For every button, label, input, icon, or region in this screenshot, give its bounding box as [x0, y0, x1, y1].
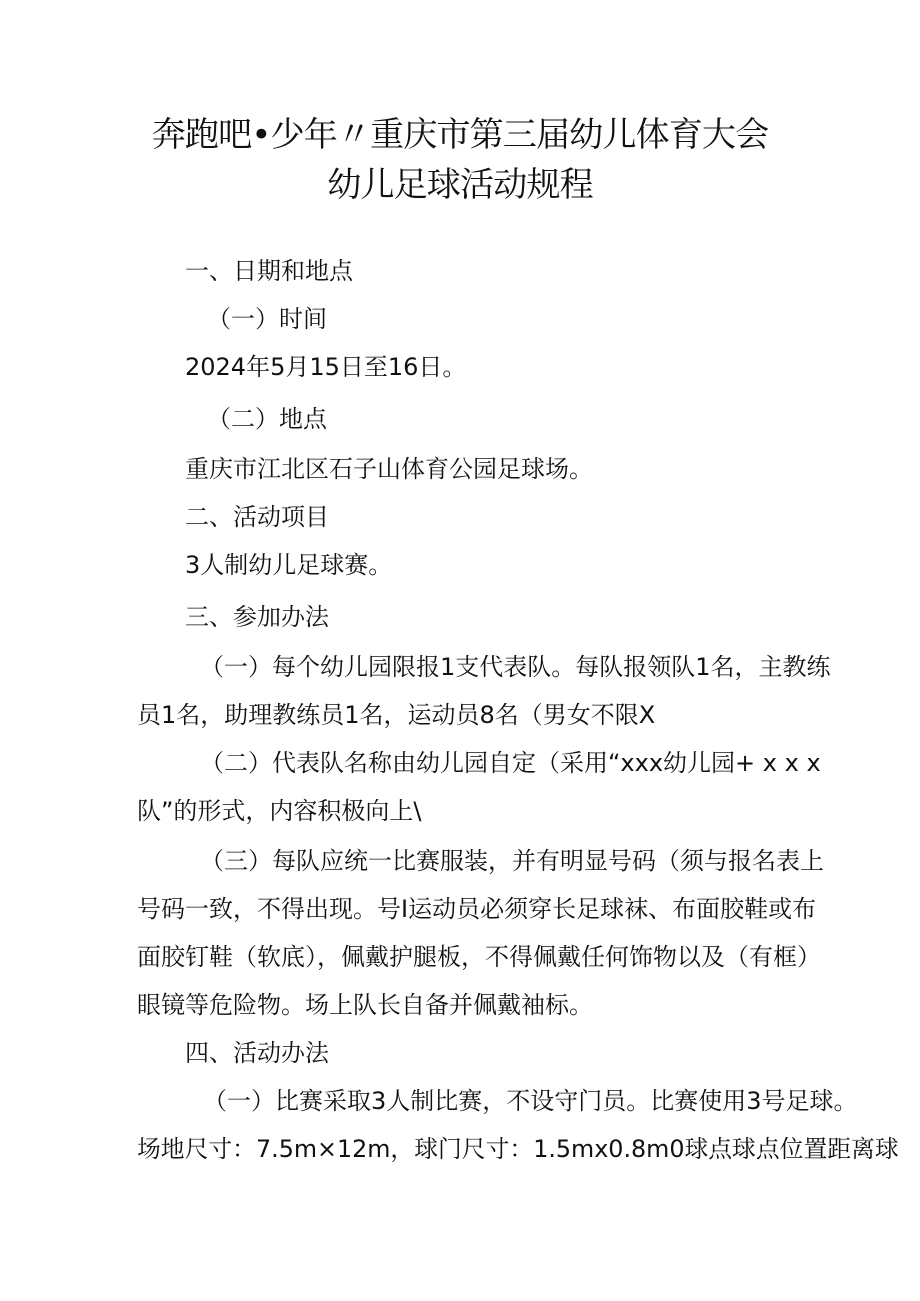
section-heading-event: 二、活动项目 — [185, 503, 329, 531]
paragraph-location: 重庆市江北区石子山体育公园足球场。 — [185, 455, 593, 483]
subheading-location: （二）地点 — [207, 405, 327, 433]
section-heading-date-location: 一、日期和地点 — [185, 257, 353, 285]
paragraph-event: 3人制幼儿足球赛。 — [185, 551, 393, 579]
paragraph-participation-2-line-1: （二）代表队名称由幼儿园自定（采用“xxx幼儿园+ x x x — [200, 749, 821, 777]
section-heading-participation: 三、参加办法 — [185, 603, 329, 631]
paragraph-participation-1-line-2: 员1名，助理教练员1名，运动员8名（男女不限X — [137, 701, 656, 729]
subheading-time: （一）时间 — [207, 305, 327, 333]
paragraph-participation-2-line-2: 队”的形式，内容积极向上\ — [137, 797, 422, 825]
paragraph-participation-3-line-3: 面胶钉鞋（软底），佩戴护腿板，不得佩戴任何饰物以及（有框） — [137, 943, 821, 971]
paragraph-participation-1-line-1: （一）每个幼儿园限报1支代表队。每队报领队1名，主教练 — [200, 653, 831, 681]
paragraph-activity-1-line-2: 场地尺寸：7.5m×12m，球门尺寸：1.5mx0.8m0球点球点位置距离球 — [137, 1135, 899, 1163]
document-title-line-1: 奔跑吧•少年〃重庆市第三届幼儿体育大会 — [151, 115, 769, 155]
document-title-line-2: 幼儿足球活动规程 — [327, 165, 593, 205]
paragraph-participation-3-line-4: 眼镜等危险物。场上队长自备并佩戴袖标。 — [137, 991, 593, 1019]
paragraph-participation-3-line-2: 号码一致，不得出现。号I运动员必须穿长足球袜、布面胶鞋或布 — [137, 895, 817, 923]
paragraph-activity-1-line-1: （一）比赛采取3人制比赛，不设守门员。比赛使用3号足球。 — [203, 1087, 858, 1115]
paragraph-date: 2024年5月15日至16日。 — [185, 353, 467, 381]
section-heading-activity-method: 四、活动办法 — [185, 1039, 329, 1067]
paragraph-participation-3-line-1: （三）每队应统一比赛服装，并有明显号码（须与报名表上 — [200, 847, 824, 875]
